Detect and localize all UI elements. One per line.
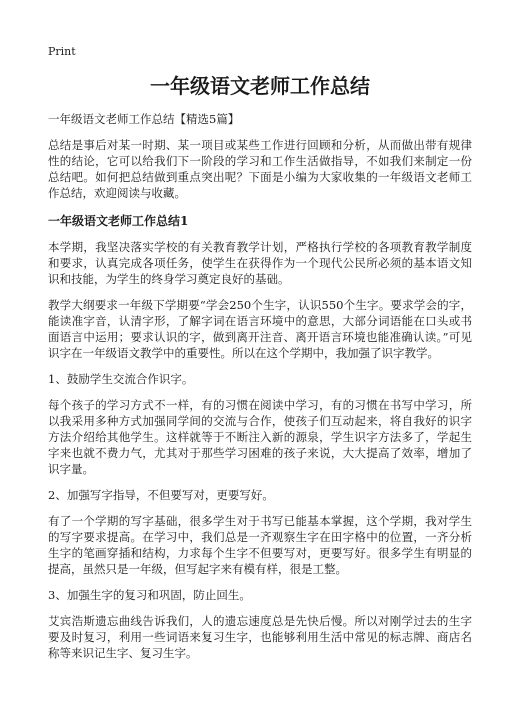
section1-paragraph-1: 本学期，我坚决落实学校的有关教育教学计划，严格执行学校的各项教育教学制度和要求，认真完成各项任务，使学生在获得作为一个现代公民所必须的基本语文知识和技能，为学生的终身学习奠定良好的基础。 xyxy=(48,240,472,286)
print-link[interactable]: Print xyxy=(48,45,76,58)
section1-paragraph-4: 有了一个学期的写字基础，很多学生对于书写已能基本掌握，这个学期，我对学生的写字要求提高。在学习中，我们总是一齐观察生字在田字格中的位置，一齐分析生字的笔画穿插和结构，力求每个生字不但要写对，更要写好。很多学生有明显的提高，虽然只是一年级，但写起字来有模有样，很是工整。 xyxy=(48,514,472,576)
section1-paragraph-3: 每个孩子的学习方式不一样，有的习惯在阅读中学习，有的习惯在书写中学习，所以我采用多种方式加强同学间的交流与合作，使孩子们互动起来，将自我好的识字方法介绍给其他学生。这样就等于不断注入新的源泉，学生识字方法多了，学起生字来也就不费力气，尤其对于那些学习困难的孩子来说，大大提高了效率，增加了识字量。 xyxy=(48,398,472,476)
section1-paragraph-5: 艾宾浩斯遗忘曲线告诉我们，人的遗忘速度总是先快后慢。所以对刚学过去的生字要及时复习，利用一些词语来复习生字，也能够利用生活中常见的标志牌、商店名称等来识记生字、复习生字。 xyxy=(48,614,472,660)
document-subtitle: 一年级语文老师工作总结【精选5篇】 xyxy=(48,112,240,126)
intro-paragraph: 总结是事后对某一时期、某一项目或某些工作进行回顾和分析，从而做出带有规律性的结论，它可以给我们下一阶段的学习和工作生活做指导，不如我们来制定一份总结吧。如何把总结做到重点突出呢？下面是小编为大家收集的一年级语文老师工作总结，欢迎阅读与收藏。 xyxy=(48,138,472,200)
section1-paragraph-2: 教学大纲要求一年级下学期要“学会250个生字，认识550个生字。要求学会的字，能读准字音，认清字形，了解字词在语言环境中的意思，大部分词语能在口头或书面语言中运用；要求认识的字，做到离开注音、离开语言环境也能准确认读。”可见识字在一年级语文教学中的重要性。所以在这个学期中，我加强了识字教学。 xyxy=(48,298,472,360)
page-title: 一年级语文老师工作总结 xyxy=(150,74,370,98)
section-heading-1: 一年级语文老师工作总结1 xyxy=(48,214,189,228)
list-item-2: 2、加强写字指导，不但要写对，更要写好。 xyxy=(48,488,274,502)
list-item-1: 1、鼓励学生交流合作识字。 xyxy=(48,372,194,386)
list-item-3: 3、加强生字的复习和巩固，防止回生。 xyxy=(48,588,251,602)
